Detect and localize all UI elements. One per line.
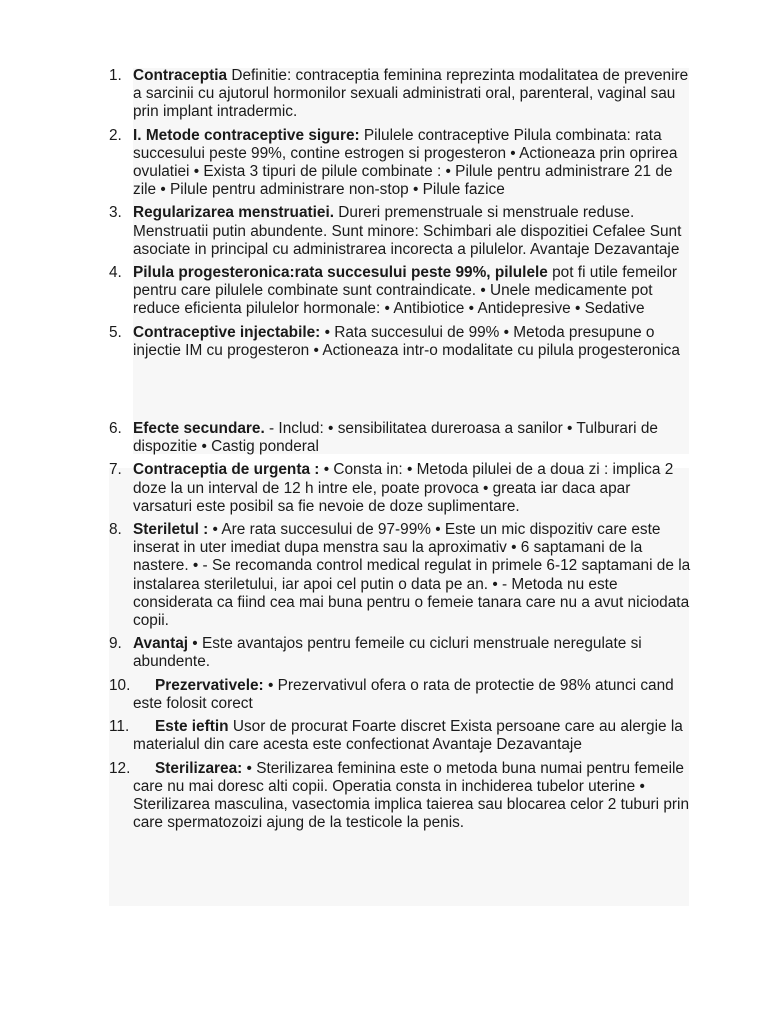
list-item	[109, 264, 691, 319]
item-number: 4.	[109, 264, 122, 282]
item-text: - Includ: • sensibilitatea dureroasa a sanilor • Tulburari de dispozitie • Castig ponderal	[133, 420, 658, 456]
item-title: Contraceptive injectabile:	[133, 323, 321, 341]
item-title: Contraceptia de urgenta :	[133, 461, 320, 479]
numbered-list	[109, 67, 691, 837]
list-item	[109, 127, 691, 200]
list-item	[109, 461, 691, 516]
item-number: 10.	[109, 676, 131, 694]
item-text: • Sterilizarea feminina este o metoda buna numai pentru femeile care nu mai doresc alti copii. Operatia consta in inchiderea tubelor uterine • Sterilizarea masculina, vasectomia implica taierea sau blocarea celor 2 tuburi prin care spermatozoizi ajung de la testicole la penis.	[133, 759, 690, 832]
item-number: 9.	[109, 635, 122, 653]
item-number: 3.	[109, 204, 122, 222]
item-number: 12.	[109, 759, 131, 777]
item-number: 1.	[109, 67, 122, 84]
item-text: Pilulele contraceptive Pilula combinata: rata succesului peste 99%, contine estrogen si progesteron • Actioneaza prin oprirea ovulatiei • Exista 3 tipuri de pilule combinate : • Pilule pentru administrare 21 de zile • Pilule pentru administrare non-stop • Pilule fazice	[133, 126, 678, 199]
item-text: Dureri premenstruale si menstruale reduse. Menstruatii putin abundente. Sunt minore: Schimbari ale dispozitiei Cefalee Sunt asociate in principal cu administrarea incorecta a pilulelor. Avantaje Dezavantaje	[133, 204, 682, 258]
item-number: 7.	[109, 461, 122, 479]
list-item	[109, 324, 691, 360]
list-item	[109, 718, 691, 754]
list-item	[109, 760, 691, 833]
list-item	[109, 677, 691, 713]
list-item	[109, 420, 691, 456]
item-title: Regularizarea menstruatiei.	[133, 204, 335, 222]
item-number: 6.	[109, 420, 122, 438]
item-title: I. Metode contraceptive sigure:	[133, 126, 360, 144]
item-text: • Consta in: • Metoda pilulei de a doua zi : implica 2 doze la un interval de 12 h intre ele, poate provoca • greata iar daca apar varsaturi este posibil sa fie nevoie de doze suplimentare.	[133, 461, 674, 515]
item-text: • Rata succesului de 99% • Metoda presupune o injectie IM cu progesteron • Actioneaza intr-o modalitate cu pilula progesteronica	[133, 323, 680, 359]
list-item	[109, 67, 691, 122]
item-text: • Are rata succesului de 97-99% • Este un mic dispozitiv care este inserat in uter imediat dupa menstra sau la aproximativ • 6 saptamani de la nastere. • - Se recomanda control medical regulat in primele 6-12 saptamani de la instalarea steriletului, iar apoi cel putin o data pe an. • - Metoda nu este considerata ca fiind cea mai buna pentru o femeie tanara care nu a avut niciodata copii.	[133, 521, 691, 630]
item-text: • Este avantajos pentru femeile cu cicluri menstruale neregulate si abundente.	[133, 635, 642, 671]
item-title: Avantaj	[133, 635, 189, 653]
item-title: Sterilizarea:	[155, 759, 243, 777]
item-number: 5.	[109, 323, 122, 341]
item-number: 2.	[109, 126, 122, 144]
item-title: Pilula progesteronica:rata succesului peste 99%, pilulele	[133, 264, 548, 282]
item-title: Contraceptia	[133, 67, 228, 84]
item-text: Definitie: contraceptia feminina reprezinta modalitatea de prevenire a sarcinii cu ajutorul hormonilor sexuali administrati oral, parenteral, vaginal sau prin implant intradermic.	[133, 67, 689, 121]
item-text: pot fi utile femeilor pentru care pilulele combinate sunt contraindicate. • Unele medicamente pot reduce eficienta pilulelor hormonale: • Antibiotice • Antidepresive • Sedative	[133, 264, 678, 318]
item-title: Este ieftin	[155, 718, 229, 736]
item-title: Steriletul :	[133, 521, 209, 539]
item-text: Usor de procurat Foarte discret Exista persoane care au alergie la materialul din care acesta este confectionat Avantaje Dezavantaje	[133, 718, 683, 754]
item-title: Efecte secundare.	[133, 420, 265, 438]
item-number: 8.	[109, 521, 122, 539]
list-spacer	[109, 365, 691, 415]
item-title: Prezervativele:	[155, 676, 264, 694]
item-number: 11.	[109, 718, 130, 736]
list-item	[109, 635, 691, 671]
item-text: • Prezervativul ofera o rata de protectie de 98% atunci cand este folosit corect	[133, 676, 674, 712]
list-item	[109, 521, 691, 630]
list-item	[109, 204, 691, 259]
